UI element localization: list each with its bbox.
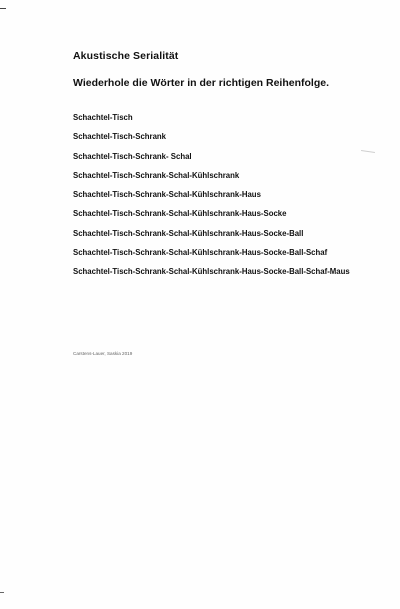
word-sequence: Schachtel-Tisch-Schrank-Schal-Kühlschrank-Haus-Socke-Ball-Schaf bbox=[73, 248, 328, 258]
word-sequence: Schachtel-Tisch-Schrank-Schal-Kühlschrank bbox=[73, 170, 240, 180]
instruction-text: Wiederhole die Wörter in der richtigen Reihenfolge. bbox=[73, 77, 330, 89]
word-sequence: Schachtel-Tisch bbox=[73, 113, 133, 122]
word-sequence: Schachtel-Tisch-Schrank-Schal-Kühlschrank-Haus-Socke-Ball bbox=[73, 228, 304, 238]
word-sequence: Schachtel-Tisch-Schrank- Schal bbox=[73, 151, 192, 161]
scan-edge-mark bbox=[0, 8, 6, 9]
word-sequence: Schachtel-Tisch-Schrank bbox=[73, 132, 167, 142]
word-sequence: Schachtel-Tisch-Schrank-Schal-Kühlschrank-Haus bbox=[73, 190, 261, 200]
word-sequence: Schachtel-Tisch-Schrank-Schal-Kühlschrank-Haus-Socke bbox=[73, 209, 287, 219]
scan-artifact bbox=[361, 150, 375, 153]
scan-edge-mark bbox=[0, 592, 4, 593]
word-sequence-list bbox=[73, 112, 350, 286]
document-title: Akustische Serialität bbox=[73, 50, 179, 62]
author-credit: Carstens-Lauer, Saskia 2019 bbox=[73, 351, 133, 356]
word-sequence: Schachtel-Tisch-Schrank-Schal-Kühlschrank-Haus-Socke-Ball-Schaf-Maus bbox=[73, 267, 350, 277]
